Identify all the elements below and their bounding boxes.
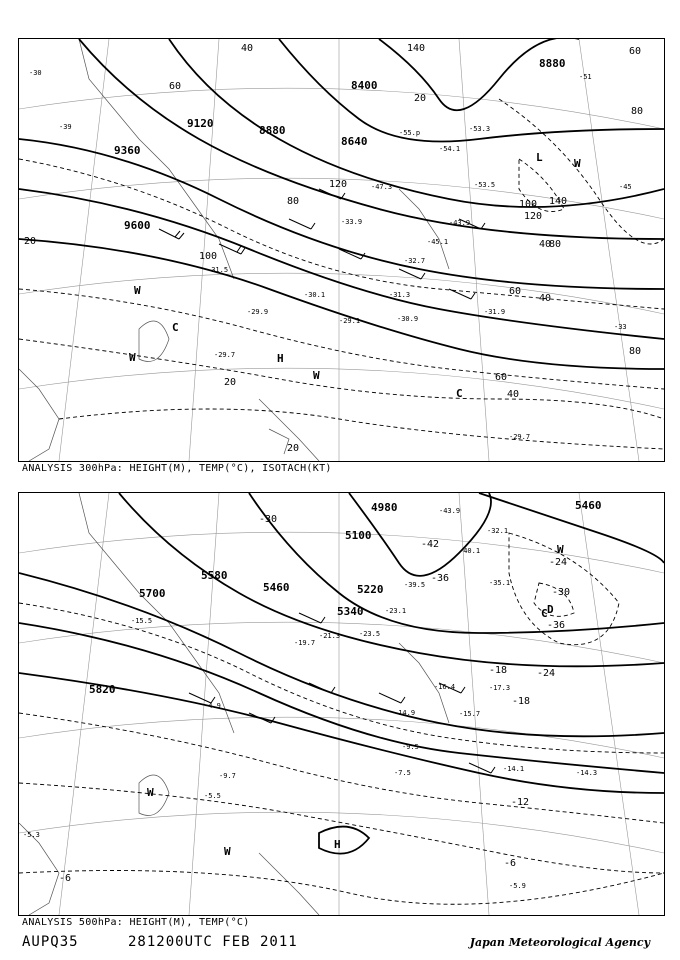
panel-caption-500hpa: ANALYSIS 500hPa: HEIGHT(M), TEMP(°C) <box>22 917 250 928</box>
isotach-label: 60 <box>629 46 642 57</box>
temp-value: -23.1 <box>385 607 407 615</box>
temp-value: -45 <box>619 183 632 191</box>
valid-time: 281200UTC FEB 2011 <box>128 934 298 950</box>
center-marker: W <box>224 845 231 858</box>
map-500hpa-svg <box>19 493 664 915</box>
isotherm-label: -18 <box>489 665 508 676</box>
height-label: 9360 <box>114 144 141 157</box>
coastlines <box>19 493 449 915</box>
coastlines <box>19 39 449 461</box>
temp-value: -4.9 <box>204 702 221 710</box>
isotach-label: 80 <box>549 239 562 250</box>
wind-barbs <box>189 613 495 773</box>
map-panel-500hpa <box>18 492 665 916</box>
temp-value: -30 <box>29 69 42 77</box>
isotach-label: 40 <box>539 239 552 250</box>
center-marker: C <box>172 321 179 334</box>
temp-value: -14.3 <box>576 769 598 777</box>
isotach-label: 120 <box>524 211 543 222</box>
temp-value: -23.5 <box>359 630 381 638</box>
isotherm-label: -6 <box>59 873 72 884</box>
temp-value: -15.7 <box>459 710 481 718</box>
temp-value: -54.1 <box>439 145 461 153</box>
temp-values <box>23 507 597 890</box>
temp-value: -32.7 <box>404 257 426 265</box>
isotach-label: 100 <box>199 251 218 262</box>
isotach-label: 140 <box>549 196 568 207</box>
center-marker: D <box>547 603 554 616</box>
center-marker: W <box>574 157 581 170</box>
temp-value: -21.3 <box>319 632 341 640</box>
height-label: 9120 <box>187 117 214 130</box>
temp-value: -31.9 <box>484 308 506 316</box>
isotherm-label: -30 <box>552 587 571 598</box>
height-label: 8880 <box>259 124 286 137</box>
temp-values <box>29 69 632 441</box>
isotach-label: 20 <box>224 377 237 388</box>
temp-value: -29.7 <box>509 433 531 441</box>
height-contours <box>19 493 664 854</box>
temp-value: -33 <box>614 323 627 331</box>
temp-value: -30.9 <box>397 315 419 323</box>
isotach-label: 80 <box>287 196 300 207</box>
height-label: 5700 <box>139 587 166 600</box>
temp-value: -53.3 <box>469 125 491 133</box>
isotherm-label: -24 <box>549 557 568 568</box>
height-label: 5820 <box>89 683 116 696</box>
temp-value: -15.5 <box>131 617 153 625</box>
height-label: 8400 <box>351 79 378 92</box>
temp-value: -43.9 <box>439 507 461 515</box>
center-marker: C <box>541 607 548 620</box>
isotach-label: 60 <box>509 286 522 297</box>
temp-value: -53.5 <box>474 181 496 189</box>
temp-value: -29.1 <box>339 317 361 325</box>
product-code: AUPQ35 <box>22 934 79 950</box>
height-label: 5460 <box>575 499 602 512</box>
height-label: 4980 <box>371 501 398 514</box>
height-label: 5340 <box>337 605 364 618</box>
temp-value: -31.5 <box>207 266 229 274</box>
center-marker: W <box>147 786 154 799</box>
map-panel-300hpa <box>18 38 665 462</box>
temp-value: -5.5 <box>204 792 221 800</box>
temp-value: -45.1 <box>427 238 449 246</box>
temp-value: -51 <box>579 73 592 81</box>
isotach-label: 40 <box>539 293 552 304</box>
agency-name: Japan Meteorological Agency <box>469 936 650 949</box>
height-label: 5100 <box>345 529 372 542</box>
height-label: 9600 <box>124 219 151 232</box>
isotach-label: 20 <box>24 236 37 247</box>
center-marker: W <box>129 351 136 364</box>
temp-value: -43.9 <box>449 219 471 227</box>
isotherm-label: -18 <box>512 696 531 707</box>
temp-value: -39 <box>59 123 72 131</box>
temp-value: -55.p <box>399 129 421 137</box>
isotherm-label: -30 <box>259 514 278 525</box>
temp-value: -29.9 <box>247 308 269 316</box>
temp-value: -33.9 <box>341 218 363 226</box>
temp-value: -9.5 <box>402 743 419 751</box>
height-label: 8640 <box>341 135 368 148</box>
temp-value: -47.3 <box>371 183 393 191</box>
temp-value: -14.9 <box>394 709 416 717</box>
latlon-grid <box>19 493 664 915</box>
isotach-label: 140 <box>407 43 426 54</box>
temp-value: -19.7 <box>294 639 316 647</box>
height-label: 5220 <box>357 583 384 596</box>
height-label: 5580 <box>201 569 228 582</box>
isotherm-label: -36 <box>431 573 450 584</box>
center-marker: L <box>536 151 543 164</box>
center-marker: H <box>334 838 341 851</box>
panel-caption-300hpa: ANALYSIS 300hPa: HEIGHT(M), TEMP(°C), ISOTACH(KT) <box>22 463 332 474</box>
center-marker: H <box>277 352 284 365</box>
isotach-label: 100 <box>519 199 538 210</box>
isotherm-label: -12 <box>511 797 530 808</box>
temp-value: -35.1 <box>489 579 511 587</box>
isotherm-labels <box>59 514 570 884</box>
temp-value: -32.1 <box>487 527 509 535</box>
map-300hpa-svg <box>19 39 664 461</box>
isotherm-label: -24 <box>537 668 556 679</box>
temp-value: -5.9 <box>509 882 526 890</box>
isotach-label: 80 <box>631 106 644 117</box>
isotach-label: 40 <box>241 43 254 54</box>
temp-value: -17.3 <box>489 684 511 692</box>
temp-value: -16.4 <box>434 683 456 691</box>
height-label: 5460 <box>263 581 290 594</box>
isotach-label: 60 <box>169 81 182 92</box>
isotach-label: 120 <box>329 179 348 190</box>
temp-value: -30.1 <box>304 291 326 299</box>
temp-value: -39.5 <box>404 581 426 589</box>
temp-value: -7.5 <box>394 769 411 777</box>
temp-value: -31.3 <box>389 291 411 299</box>
isotach-label: 20 <box>414 93 427 104</box>
temp-value: -29.7 <box>214 351 236 359</box>
isotherm-label: -42 <box>421 539 440 550</box>
height-label: 8880 <box>539 57 566 70</box>
center-marker: C <box>456 387 463 400</box>
isotach-labels <box>24 43 643 454</box>
temp-value: -9.7 <box>219 772 236 780</box>
temp-value: -14.1 <box>503 765 525 773</box>
isotach-label: 80 <box>629 346 642 357</box>
isotach-label: 20 <box>287 443 300 454</box>
isotherm-label: -6 <box>504 858 517 869</box>
center-marker: W <box>557 543 564 556</box>
center-marker: W <box>134 284 141 297</box>
center-marker: W <box>313 369 320 382</box>
temp-value: -5.3 <box>23 831 40 839</box>
isotach-label: 40 <box>507 389 520 400</box>
temp-value: -40.1 <box>459 547 481 555</box>
isotherm-label: -36 <box>547 620 566 631</box>
isotach-label: 60 <box>495 372 508 383</box>
